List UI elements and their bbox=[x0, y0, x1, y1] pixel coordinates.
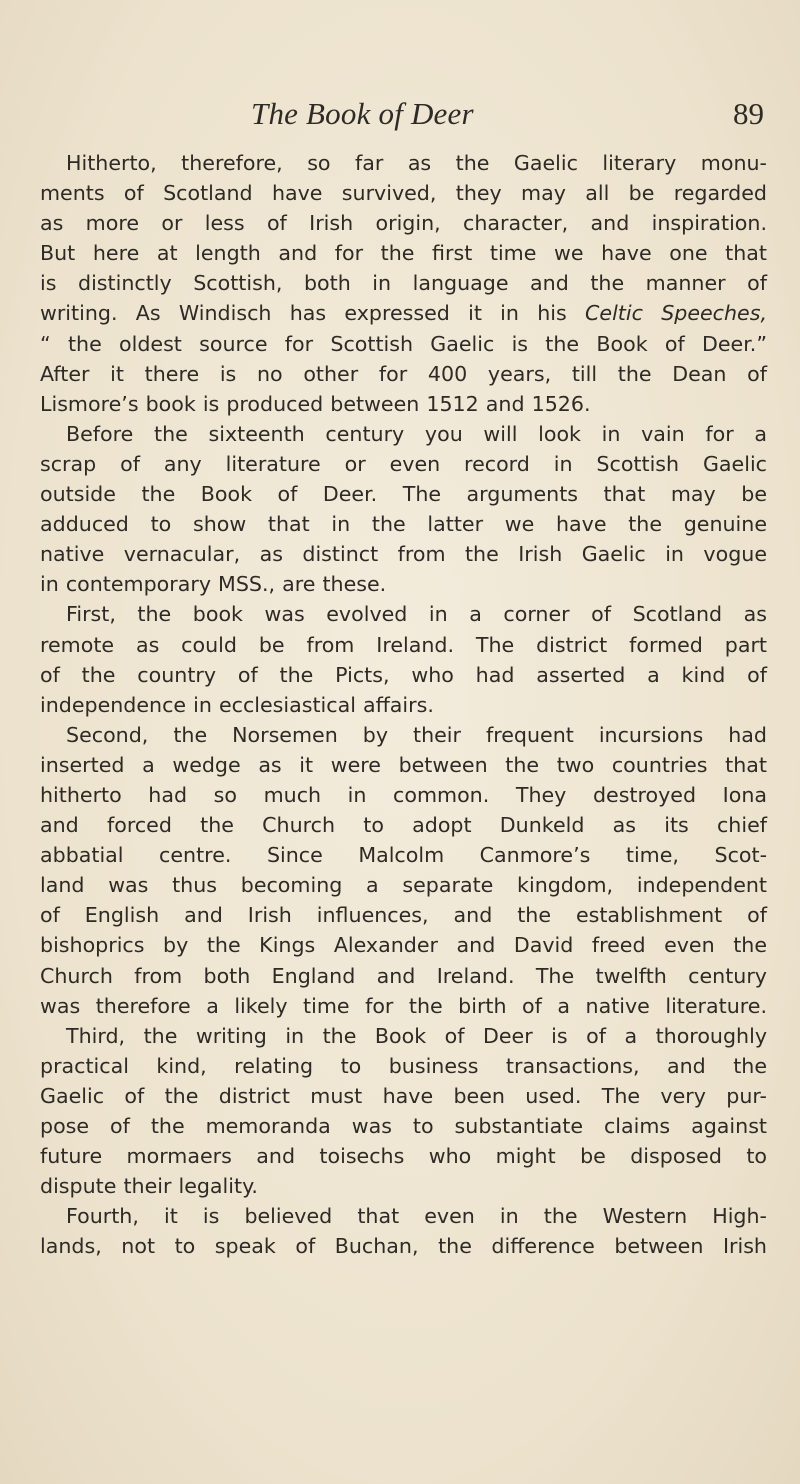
text-line: inserted a wedge as it were between the two countries that bbox=[40, 752, 767, 777]
text-line: But here at length and for the first time we have one that bbox=[40, 241, 767, 266]
page-number: 89 bbox=[733, 96, 764, 131]
text-line: Gaelic of the district must have been used. The very pur- bbox=[40, 1083, 767, 1108]
text-line: adduced to show that in the latter we have the genuine bbox=[40, 512, 767, 537]
text-line: future mormaers and toisechs who might be disposed to bbox=[40, 1144, 767, 1169]
text-line: Church from both England and Ireland. The twelfth century bbox=[40, 963, 767, 988]
text-line: abbatial centre. Since Malcolm Canmore’s time, Scot- bbox=[40, 843, 767, 868]
text-line: in contemporary MSS., are these. bbox=[40, 572, 387, 597]
text-line: is distinctly Scottish, both in language and the manner of bbox=[40, 271, 767, 296]
text-line: independence in ecclesiastical affairs. bbox=[40, 692, 434, 717]
italic-title: Celtic Speeches, bbox=[585, 301, 767, 326]
text-line: hitherto had so much in common. They destroyed Iona bbox=[40, 782, 767, 807]
text-line: as more or less of Irish origin, character, and inspiration. bbox=[40, 211, 767, 236]
text-line: Fourth, it is believed that even in the Western High- bbox=[66, 1204, 767, 1229]
page-header bbox=[36, 96, 766, 136]
text-line: and forced the Church to adopt Dunkeld as its chief bbox=[40, 813, 767, 838]
text-line: native vernacular, as distinct from the Irish Gaelic in vogue bbox=[40, 542, 767, 567]
text-line: Before the sixteenth century you will look in vain for a bbox=[66, 421, 767, 446]
text-line: After it there is no other for 400 years, till the Dean of bbox=[40, 361, 767, 386]
text-line: Hitherto, therefore, so far as the Gaelic literary monu- bbox=[66, 151, 767, 175]
text-line: ments of Scotland have survived, they may all be regarded bbox=[40, 181, 767, 206]
text-line: practical kind, relating to business transactions, and the bbox=[40, 1053, 767, 1078]
text-line: scrap of any literature or even record in Scottish Gaelic bbox=[40, 451, 767, 476]
text-line: Third, the writing in the Book of Deer is of a thoroughly bbox=[66, 1023, 767, 1048]
text-line: was therefore a likely time for the birth of a native literature. bbox=[40, 993, 767, 1018]
text-line: land was thus becoming a separate kingdom, independent bbox=[40, 873, 767, 898]
text-line: remote as could be from Ireland. The district formed part bbox=[40, 632, 767, 657]
text-line: dispute their legality. bbox=[40, 1174, 258, 1199]
text-line: pose of the memoranda was to substantiate claims against bbox=[40, 1114, 767, 1138]
text-line: of the country of the Picts, who had asserted a kind of bbox=[40, 662, 767, 687]
text-line: “ the oldest source for Scottish Gaelic is the Book of Deer.” bbox=[40, 331, 767, 356]
text-line: of English and Irish influences, and the establishment of bbox=[40, 903, 767, 928]
text-segment: writing. As Windisch has expressed it in his bbox=[40, 301, 567, 326]
text-line: lands, not to speak of Buchan, the difference between Irish bbox=[40, 1234, 767, 1259]
body-text bbox=[40, 148, 767, 1261]
running-title: The Book of Deer bbox=[251, 96, 474, 131]
text-line: Second, the Norsemen by their frequent incursions had bbox=[66, 722, 767, 747]
text-line: First, the book was evolved in a corner of Scotland as bbox=[66, 602, 767, 627]
text-line: outside the Book of Deer. The arguments that may be bbox=[40, 482, 767, 507]
text-line bbox=[40, 298, 767, 328]
text-line: Lismore’s book is produced between 1512 and 1526. bbox=[40, 391, 591, 416]
text-line: bishoprics by the Kings Alexander and David freed even the bbox=[40, 933, 767, 958]
